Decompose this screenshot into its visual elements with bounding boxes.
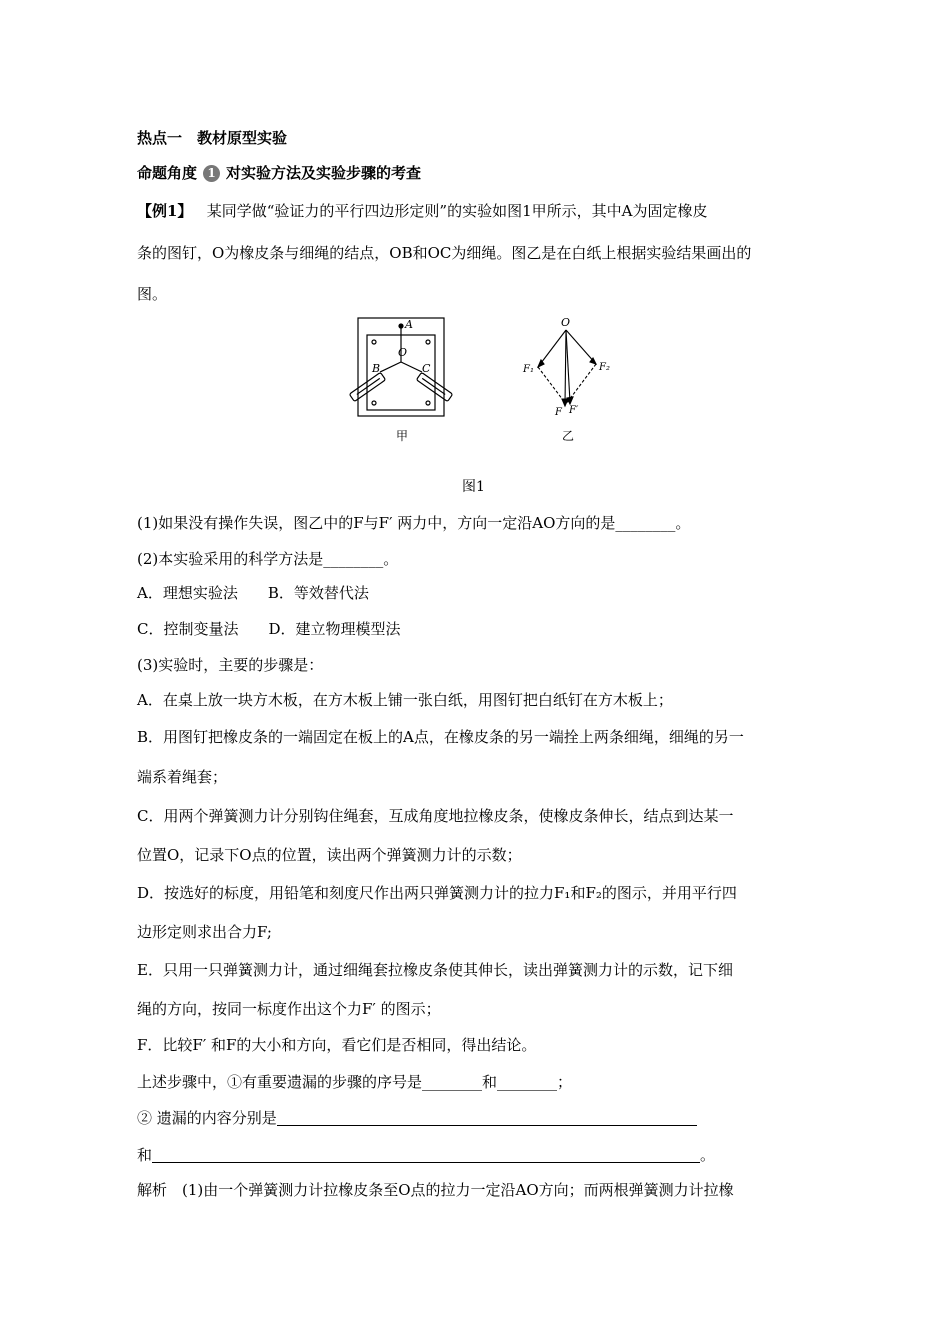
ask-missing-content-and <box>137 1145 715 1165</box>
step-F: F．比较F′ 和F的大小和方向，看它们是否相同，得出结论。 <box>137 1036 537 1054</box>
section-title: 热点一 教材原型实验 <box>137 129 288 147</box>
question-2-options-cd: C．控制变量法 D．建立物理模型法 <box>137 620 401 638</box>
vector-F2 <box>566 330 596 364</box>
vector-label-F2: F₂ <box>599 362 610 373</box>
vector-origin-O: O <box>561 316 571 329</box>
example-line-3: 图。 <box>137 285 168 303</box>
question-1: (1)如果没有操作失误，图乙中的F与F′ 两力中，方向一定沿AO方向的是________。 <box>137 514 691 532</box>
step-A: A．在桌上放一块方木板，在方木板上铺一张白纸，用图钉把白纸钉在方木板上； <box>137 691 673 709</box>
ask-missing-content <box>137 1108 697 1128</box>
step-B-line-2: 端系着绳套； <box>137 768 228 786</box>
question-2-options-ab: A．理想实验法 B．等效替代法 <box>137 584 369 602</box>
analysis-text: 解析 (1)由一个弹簧测力计拉橡皮条至O点的拉力一定沿AO方向；而两根弹簧测力计拉橡 <box>137 1181 734 1199</box>
number-badge-icon: 1 <box>203 165 220 182</box>
point-C: C <box>422 362 431 375</box>
ask-and-suffix: 。 <box>700 1146 716 1164</box>
figure-label-yi: 乙 <box>562 429 575 443</box>
figure-label-jia: 甲 <box>396 429 409 443</box>
step-B-line-1: B．用图钉把橡皮条的一端固定在板上的A点，在橡皮条的另一端拴上两条细绳，细绳的另一 <box>137 728 744 746</box>
question-3: (3)实验时，主要的步骤是： <box>137 656 324 674</box>
vector-Fprime <box>566 330 570 402</box>
vector-F <box>565 330 566 404</box>
step-E-line-1: E．只用一只弹簧测力计，通过细绳套拉橡皮条使其伸长，读出弹簧测力计的示数，记下细 <box>137 961 733 979</box>
step-E-line-2: 绳的方向，按同一标度作出这个力F′ 的图示； <box>137 1000 441 1018</box>
vector-label-F1: F₁ <box>523 364 534 375</box>
example-line-2: 条的图钉，O为橡皮条与细绳的结点，OB和OC为细绳。图乙是在白纸上根据实验结果画出的 <box>137 244 752 262</box>
proposition-angle <box>137 163 421 183</box>
question-2: (2)本实验采用的科学方法是________。 <box>137 550 399 568</box>
figure-caption: 图1 <box>462 479 485 495</box>
example-text-1: 某同学做“验证力的平行四边形定则”的实验如图1甲所示，其中A为固定橡皮 <box>206 202 708 220</box>
step-D-line-2: 边形定则求出合力F; <box>137 923 272 941</box>
angle-text: 对实验方法及实验步骤的考查 <box>226 164 422 182</box>
point-O: O <box>398 346 408 359</box>
figure-jia-apparatus <box>349 318 452 416</box>
figure-yi-vectors <box>538 330 596 406</box>
figure-1 <box>340 310 640 450</box>
answer-blank-1[interactable] <box>277 1110 697 1126</box>
vector-label-Fprime: F′ <box>569 405 579 416</box>
ask-and-prefix: 和 <box>137 1146 153 1164</box>
ask-missing-content-prefix: ② 遗漏的内容分别是 <box>137 1109 277 1127</box>
vector-label-F: F <box>555 407 562 418</box>
ask-missing-steps: 上述步骤中，①有重要遗漏的步骤的序号是________和________； <box>137 1073 573 1091</box>
point-B: B <box>372 362 381 375</box>
example-tag: 【例1】 <box>137 202 193 220</box>
example-line-1 <box>137 201 707 221</box>
point-A: A <box>405 318 413 331</box>
angle-prefix: 命题角度 <box>137 164 198 182</box>
answer-blank-2[interactable] <box>152 1147 700 1163</box>
step-C-line-2: 位置O，记录下O点的位置，读出两个弹簧测力计的示数； <box>137 846 522 864</box>
step-C-line-1: C．用两个弹簧测力计分别钩住绳套，互成角度地拉橡皮条，使橡皮条伸长，结点到达某一 <box>137 807 734 825</box>
step-D-line-1: D．按选好的标度，用铅笔和刻度尺作出两只弹簧测力计的拉力F₁和F₂的图示，并用平行四 <box>137 884 737 902</box>
